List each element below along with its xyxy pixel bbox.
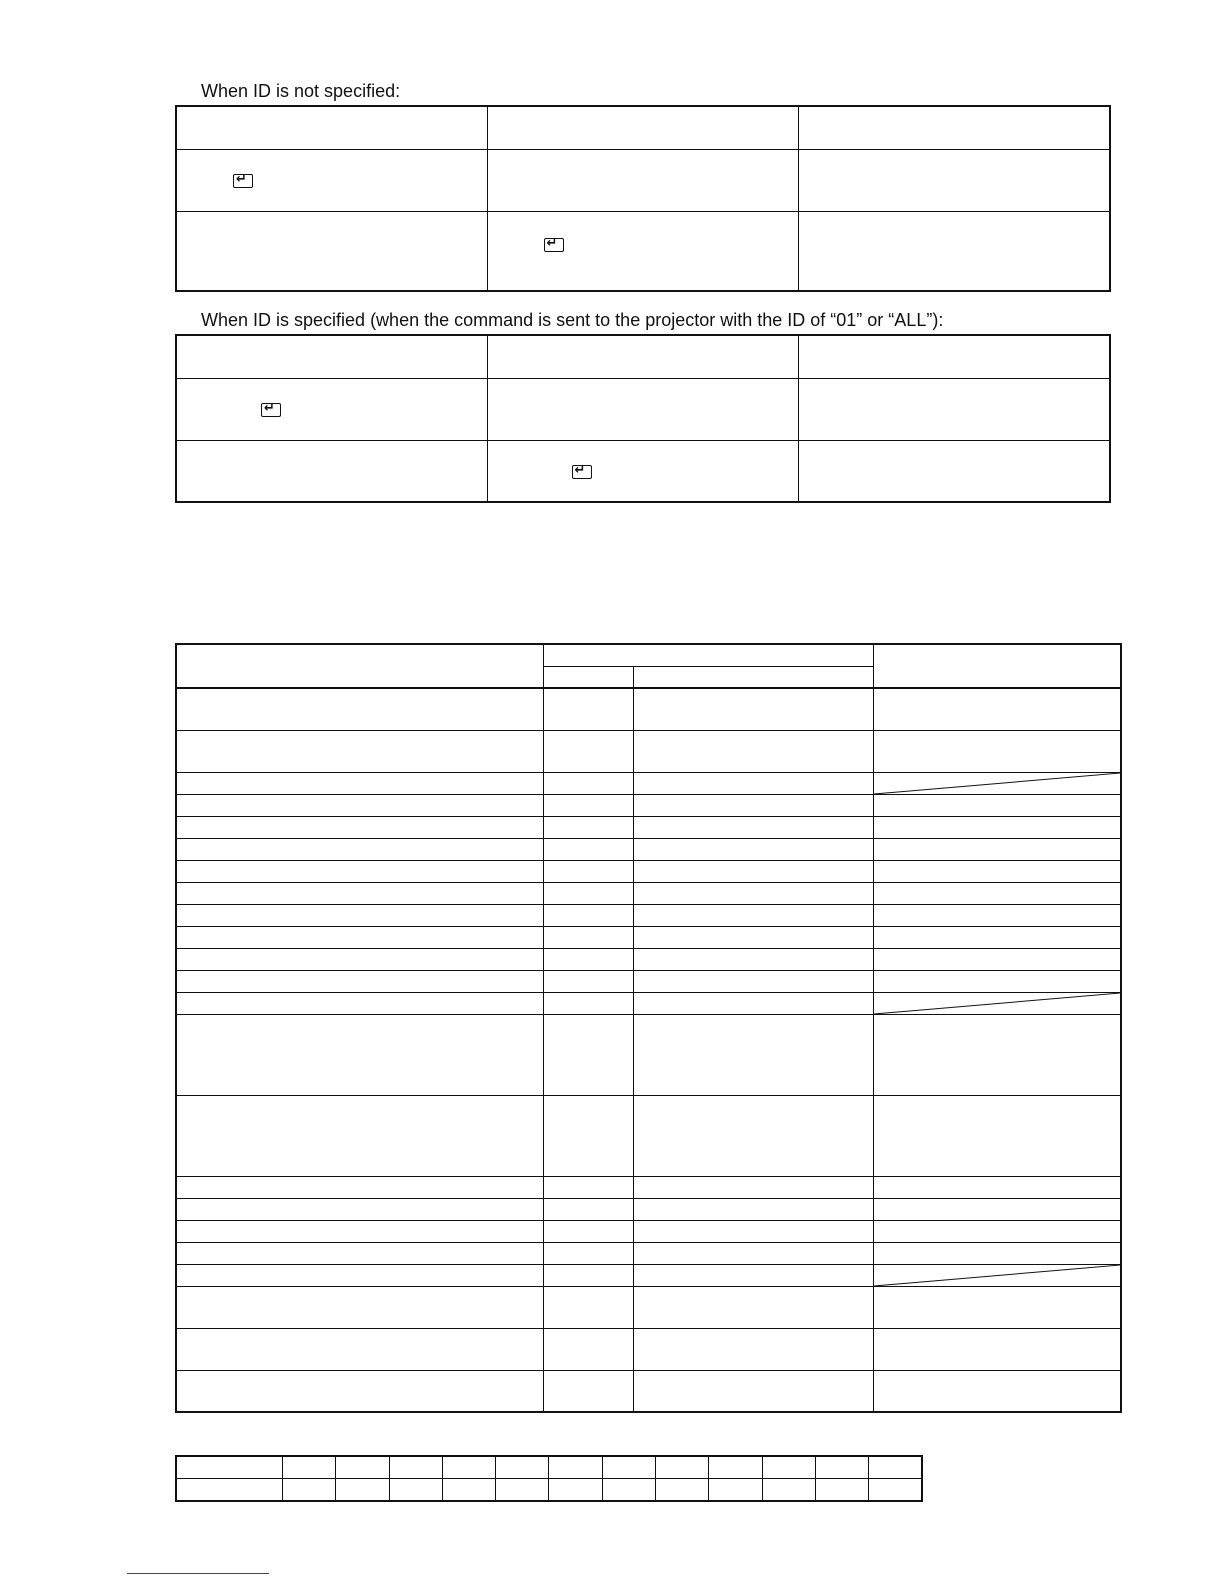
table-row xyxy=(176,149,1110,211)
table-cell xyxy=(633,1264,873,1286)
table-cell xyxy=(176,882,543,904)
diagonal-slash-cell xyxy=(873,772,1121,794)
table-cell xyxy=(633,970,873,992)
table-cell xyxy=(543,1095,633,1176)
table-row xyxy=(176,440,1110,502)
table-cell xyxy=(176,838,543,860)
table-cell xyxy=(633,1328,873,1370)
table-header-row xyxy=(176,644,1121,666)
table-cell xyxy=(543,948,633,970)
table-row xyxy=(176,970,1121,992)
table-cell xyxy=(176,1456,283,1479)
table-cell xyxy=(543,1328,633,1370)
table-cell xyxy=(176,1014,543,1095)
table-cell xyxy=(633,1176,873,1198)
table-row xyxy=(176,688,1121,730)
diagonal-slash-icon xyxy=(874,1265,1121,1286)
table-row xyxy=(176,1014,1121,1095)
table-cell xyxy=(873,730,1121,772)
table-cell xyxy=(176,1242,543,1264)
table-row xyxy=(176,772,1121,794)
table-cell xyxy=(176,211,487,291)
table-cell xyxy=(543,882,633,904)
table-cell xyxy=(176,1095,543,1176)
table-cell xyxy=(543,688,633,730)
table-cell xyxy=(633,730,873,772)
table-cell xyxy=(283,1479,336,1502)
table-cell xyxy=(873,1014,1121,1095)
table-cell xyxy=(633,772,873,794)
table-row xyxy=(176,794,1121,816)
table-row xyxy=(176,860,1121,882)
table-cell xyxy=(543,1286,633,1328)
table-cell xyxy=(176,794,543,816)
table-row xyxy=(176,1286,1121,1328)
return-key-icon xyxy=(233,174,253,188)
table-row xyxy=(176,1370,1121,1412)
table-cell xyxy=(176,688,543,730)
table-cell xyxy=(543,926,633,948)
table-cell xyxy=(176,816,543,838)
command-list-table xyxy=(175,643,1122,1413)
code-table xyxy=(175,1455,923,1502)
table-cell xyxy=(873,1286,1121,1328)
table-row xyxy=(176,1198,1121,1220)
table-cell xyxy=(633,1095,873,1176)
diagonal-slash-icon xyxy=(874,993,1121,1014)
table-cell xyxy=(487,378,798,440)
table-row xyxy=(176,948,1121,970)
table-cell xyxy=(873,794,1121,816)
table-cell xyxy=(873,882,1121,904)
table-cell xyxy=(543,860,633,882)
table-cell xyxy=(176,149,487,211)
table-cell xyxy=(633,1242,873,1264)
table-cell xyxy=(549,1479,602,1502)
table-cell xyxy=(633,1370,873,1412)
table-cell xyxy=(176,926,543,948)
table-cell xyxy=(633,882,873,904)
table-row xyxy=(176,1242,1121,1264)
table-cell xyxy=(602,1456,655,1479)
table-cell xyxy=(633,666,873,688)
table-header-row xyxy=(176,335,1110,378)
table-cell xyxy=(815,1456,868,1479)
table-cell xyxy=(442,1456,495,1479)
table-cell xyxy=(873,644,1121,688)
table-cell xyxy=(543,1220,633,1242)
table-row xyxy=(176,730,1121,772)
table-row xyxy=(176,1095,1121,1176)
table-cell xyxy=(873,1176,1121,1198)
table-cell xyxy=(543,1242,633,1264)
table-cell xyxy=(487,149,798,211)
table-cell xyxy=(176,1264,543,1286)
table-cell xyxy=(543,794,633,816)
table-cell xyxy=(873,926,1121,948)
table-cell xyxy=(762,1456,815,1479)
table-cell xyxy=(336,1456,389,1479)
table-cell xyxy=(873,904,1121,926)
table-cell xyxy=(549,1456,602,1479)
table-cell xyxy=(869,1479,922,1502)
table-cell xyxy=(602,1479,655,1502)
table-row xyxy=(176,211,1110,291)
table-cell xyxy=(496,1479,549,1502)
table-cell xyxy=(815,1479,868,1502)
table-cell xyxy=(176,1220,543,1242)
table-cell xyxy=(176,860,543,882)
table-row xyxy=(176,1176,1121,1198)
table-cell xyxy=(873,1220,1121,1242)
table-cell xyxy=(633,1198,873,1220)
table-cell xyxy=(336,1479,389,1502)
table-cell xyxy=(798,440,1110,502)
table-cell xyxy=(543,666,633,688)
table-cell xyxy=(633,1014,873,1095)
table-row xyxy=(176,1456,922,1479)
table-cell xyxy=(176,1176,543,1198)
table-cell xyxy=(873,1370,1121,1412)
diagonal-slash-cell xyxy=(873,992,1121,1014)
table-cell xyxy=(176,992,543,1014)
table-cell xyxy=(633,838,873,860)
table-cell xyxy=(487,106,798,149)
table-cell xyxy=(176,1286,543,1328)
table-cell xyxy=(283,1456,336,1479)
table-row xyxy=(176,926,1121,948)
table-cell xyxy=(176,106,487,149)
table-cell xyxy=(873,1328,1121,1370)
table-row xyxy=(176,1264,1121,1286)
table-cell xyxy=(709,1456,762,1479)
table-cell xyxy=(873,838,1121,860)
table-cell xyxy=(798,335,1110,378)
table-cell xyxy=(633,1286,873,1328)
table-cell xyxy=(798,106,1110,149)
table-cell xyxy=(543,904,633,926)
table-cell xyxy=(543,772,633,794)
table-row xyxy=(176,816,1121,838)
diagonal-slash-cell xyxy=(873,1264,1121,1286)
table-cell xyxy=(176,335,487,378)
table-header-row xyxy=(176,106,1110,149)
heading-id-not-specified: When ID is not specified: xyxy=(201,81,401,101)
table-cell xyxy=(543,1370,633,1412)
table-cell xyxy=(633,992,873,1014)
table-cell xyxy=(543,644,873,666)
table-row xyxy=(176,838,1121,860)
table-cell xyxy=(543,970,633,992)
table-row xyxy=(176,378,1110,440)
table-cell xyxy=(633,948,873,970)
return-key-icon xyxy=(544,238,564,252)
table-cell xyxy=(543,730,633,772)
table-cell xyxy=(873,816,1121,838)
table-cell xyxy=(762,1479,815,1502)
table-cell xyxy=(873,1242,1121,1264)
table-cell xyxy=(798,378,1110,440)
table-cell xyxy=(176,1328,543,1370)
table-row xyxy=(176,992,1121,1014)
table-cell xyxy=(487,211,798,291)
table-cell xyxy=(873,860,1121,882)
return-key-icon xyxy=(572,465,592,479)
table-cell xyxy=(709,1479,762,1502)
table-cell xyxy=(633,794,873,816)
table-cell xyxy=(176,904,543,926)
table-cell xyxy=(496,1456,549,1479)
table-cell xyxy=(633,904,873,926)
table-cell xyxy=(389,1479,442,1502)
table-cell xyxy=(633,860,873,882)
table-cell xyxy=(633,1220,873,1242)
table-id-not-specified xyxy=(175,105,1111,292)
table-row xyxy=(176,904,1121,926)
table-cell xyxy=(543,1264,633,1286)
table-cell xyxy=(873,948,1121,970)
table-cell xyxy=(656,1456,709,1479)
table-cell xyxy=(873,970,1121,992)
table-cell xyxy=(487,440,798,502)
table-cell xyxy=(873,1095,1121,1176)
table-cell xyxy=(656,1479,709,1502)
table-cell xyxy=(389,1456,442,1479)
table-cell xyxy=(176,948,543,970)
table-cell xyxy=(176,440,487,502)
table-row xyxy=(176,1479,922,1502)
table-cell xyxy=(543,1176,633,1198)
heading-id-specified: When ID is specified (when the command is sent to the projector with the ID of “01” or “ALL”): xyxy=(201,310,944,330)
table-row xyxy=(176,1328,1121,1370)
table-cell xyxy=(176,1370,543,1412)
table-cell xyxy=(633,816,873,838)
table-cell xyxy=(543,1198,633,1220)
table-cell xyxy=(176,730,543,772)
return-key-icon xyxy=(261,403,281,417)
table-cell xyxy=(176,772,543,794)
table-cell xyxy=(869,1456,922,1479)
table-cell xyxy=(487,335,798,378)
table-cell xyxy=(873,688,1121,730)
table-cell xyxy=(543,816,633,838)
table-cell xyxy=(442,1479,495,1502)
diagonal-slash-icon xyxy=(874,773,1121,794)
table-cell xyxy=(633,688,873,730)
table-row xyxy=(176,1220,1121,1242)
table-cell xyxy=(176,1479,283,1502)
table-cell xyxy=(798,149,1110,211)
table-id-specified xyxy=(175,334,1111,503)
table-cell xyxy=(176,1198,543,1220)
table-cell xyxy=(176,378,487,440)
table-cell xyxy=(873,1198,1121,1220)
footer-link-underline[interactable] xyxy=(127,1573,269,1574)
table-cell xyxy=(798,211,1110,291)
table-cell xyxy=(543,1014,633,1095)
table-row xyxy=(176,882,1121,904)
table-cell xyxy=(543,838,633,860)
table-cell xyxy=(176,970,543,992)
table-cell xyxy=(633,926,873,948)
table-cell xyxy=(176,644,543,688)
table-cell xyxy=(543,992,633,1014)
